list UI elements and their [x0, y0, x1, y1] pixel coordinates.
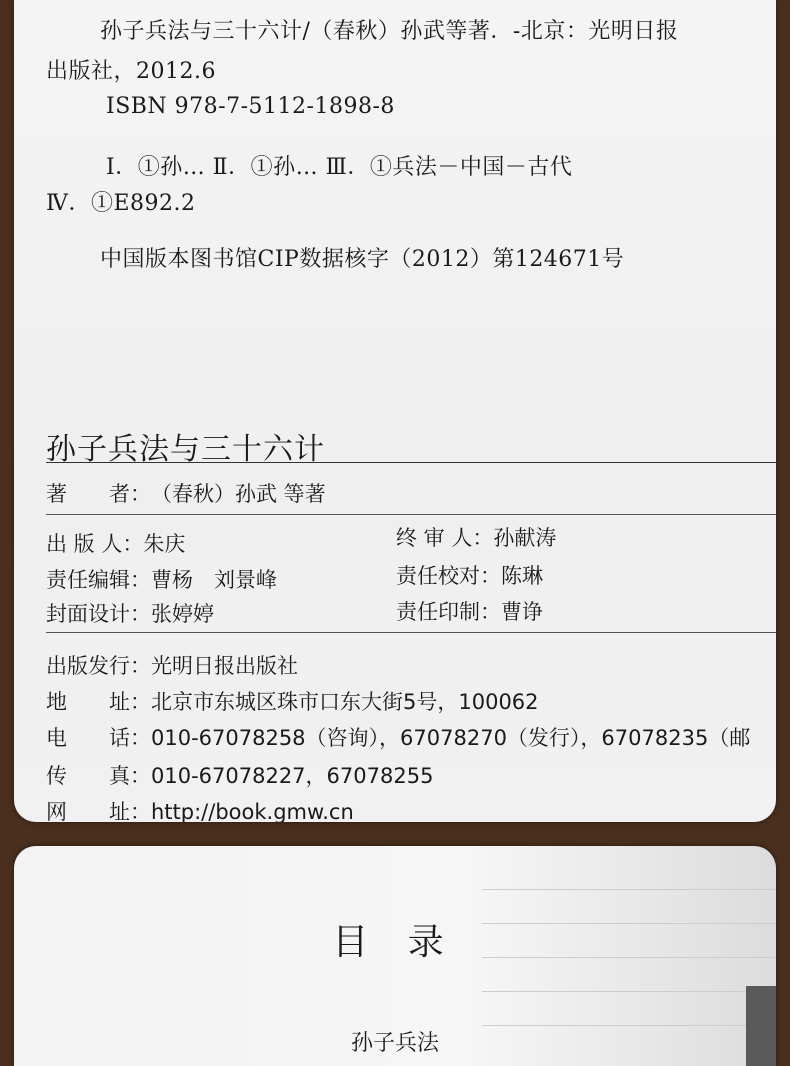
cip-line-1: 孙子兵法与三十六计/（春秋）孙武等著．-北京：光明日报 [100, 19, 679, 44]
website-row [46, 796, 354, 822]
phone-label: 电 话： [46, 726, 151, 750]
proof-row [396, 560, 543, 590]
fax-label: 传 真： [46, 764, 151, 788]
author-value: （春秋）孙武 等著 [151, 482, 326, 506]
final-review-label: 终 审 人： [396, 526, 494, 550]
website-value: http://book.gmw.cn [151, 800, 354, 822]
cover-design-label: 封面设计： [46, 602, 151, 626]
publisher-person-label: 出 版 人： [46, 532, 144, 556]
address-label: 地 址： [46, 690, 151, 714]
distribution-label: 出版发行： [46, 654, 151, 678]
final-review-row [396, 522, 556, 552]
address-row [46, 686, 539, 716]
proof-label: 责任校对： [396, 564, 501, 588]
cover-design-row [46, 598, 214, 628]
toc-subtitle: 孙子兵法 [350, 1031, 439, 1056]
proof-value: 陈琳 [501, 564, 543, 588]
fax-row [46, 760, 433, 790]
cover-design-value: 张婷婷 [151, 602, 214, 626]
final-review-value: 孙献涛 [493, 526, 557, 550]
cip-line-5: Ⅳ．①E892.2 [46, 191, 196, 216]
cip-line-2: 出版社，2012.6 [46, 59, 216, 84]
print-value: 曹诤 [501, 600, 543, 624]
divider [46, 514, 776, 515]
isbn: ISBN 978-7-5112-1898-8 [106, 94, 395, 119]
print-row [396, 596, 543, 626]
cip-line-4: Ⅰ．①孙… Ⅱ．①孙… Ⅲ．①兵法－中国－古代 [106, 155, 573, 180]
divider [46, 462, 776, 463]
phone-value: 010-67078258（咨询），67078270（发行），67078235（邮 [151, 726, 751, 750]
toc-title: 目 录 [332, 922, 458, 963]
distribution-row [46, 650, 298, 680]
fax-value: 010-67078227，67078255 [151, 764, 434, 788]
author-row [46, 478, 326, 508]
print-label: 责任印制： [396, 600, 501, 624]
author-label: 著 者： [46, 482, 151, 506]
cip-number: 中国版本图书馆CIP数据核字（2012）第124671号 [100, 247, 625, 272]
toc-page [14, 846, 776, 1066]
publisher-person-value: 朱庆 [143, 532, 186, 556]
editor-row [46, 564, 277, 594]
editor-value: 曹杨 刘景峰 [151, 568, 277, 592]
publisher-person-row [46, 528, 185, 558]
address-value: 北京市东城区珠市口东大街5号，100062 [151, 690, 539, 714]
website-label: 网 址： [46, 800, 151, 822]
divider [46, 632, 776, 633]
distribution-value: 光明日报出版社 [151, 654, 298, 678]
copyright-page [14, 0, 776, 822]
editor-label: 责任编辑： [46, 568, 151, 592]
phone-row [46, 722, 750, 752]
book-title: 孙子兵法与三十六计 [46, 432, 325, 467]
